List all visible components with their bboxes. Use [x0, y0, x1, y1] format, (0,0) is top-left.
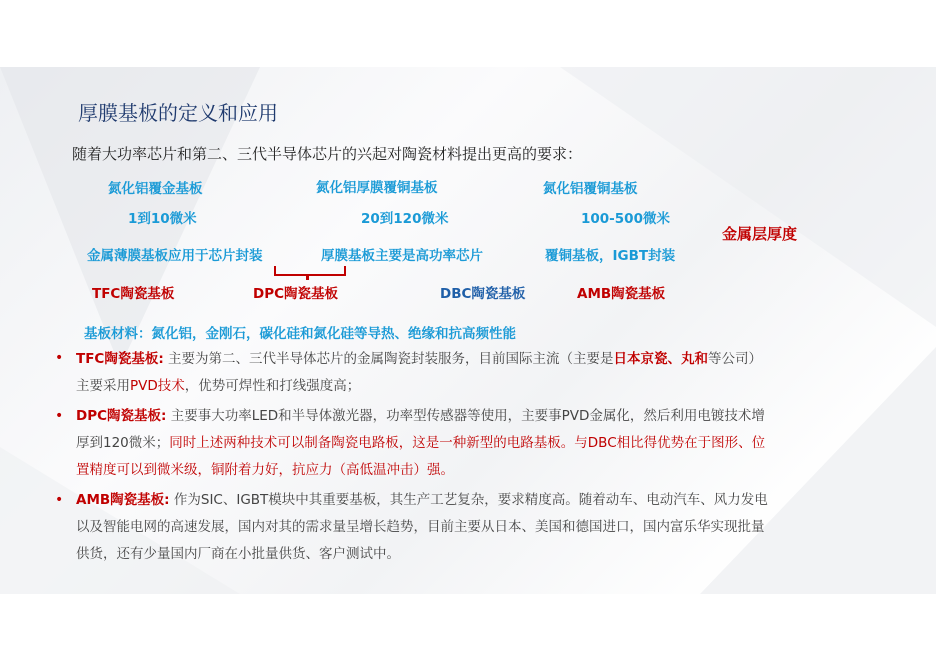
tfc-highlight: 日本京瓷、丸和	[613, 351, 709, 367]
dpc-line2a: 厚到120微米；	[76, 435, 170, 451]
tfc-key: TFC陶瓷基板:	[76, 351, 164, 367]
thickness-2: 20到120微米	[361, 211, 449, 227]
page-title: 厚膜基板的定义和应用	[78, 101, 278, 125]
dpc-key: DPC陶瓷基板:	[76, 408, 167, 424]
bullet-tfc: •	[55, 350, 64, 366]
substrate-name-2: 氮化铝厚膜覆铜基板	[316, 180, 438, 196]
tfc-line2b: PVD技术	[130, 378, 185, 394]
thickness-3: 100-500微米	[581, 211, 670, 227]
tfc-text1: 主要为第二、三代半导体芯片的金属陶瓷封装服务，目前国际主流（主要是	[163, 351, 614, 367]
amb-paragraph	[76, 487, 768, 568]
tfc-paragraph	[76, 346, 762, 400]
application-3: 覆铜基板，IGBT封装	[545, 248, 676, 264]
intro-text: 随着大功率芯片和第二、三代半导体芯片的兴起对陶瓷材料提出更高的要求：	[72, 145, 583, 163]
substrate-name-1: 氮化铝覆金基板	[108, 181, 203, 197]
bullet-dpc: •	[55, 408, 64, 424]
thickness-1: 1到10微米	[128, 211, 197, 227]
tfc-line2a: 主要采用	[76, 378, 130, 394]
amb-line2: 以及智能电网的高速发展，国内对其的需求量呈增长趋势，目前主要从日本、美国和德国进口，国内富乐华实现批量	[76, 519, 765, 535]
dpc-line2b: 同时上述两种技术可以制备陶瓷电路板，这是一种新型的电路基板。与DBC相比得优势在于图形、位	[169, 435, 766, 451]
type-tfc: TFC陶瓷基板	[92, 286, 175, 302]
dpc-text1: 主要事大功率LED和半导体激光器，功率型传感器等使用，主要事PVD金属化，然后利用电镀技术增	[166, 408, 765, 424]
tfc-text2: 等公司）	[708, 351, 763, 367]
amb-line3: 供货，还有少量国内厂商在小批量供货、客户测试中。	[76, 546, 400, 562]
application-2: 厚膜基板主要是高功率芯片	[321, 248, 483, 264]
application-1: 金属薄膜基板应用于芯片封装	[87, 248, 263, 264]
dpc-paragraph	[76, 403, 765, 484]
base-materials-text: 基板材料：氮化铝，金刚石，碳化硅和氮化硅等导热、绝缘和抗高频性能	[84, 326, 516, 342]
metal-thickness-label: 金属层厚度	[722, 225, 798, 243]
bracket-shape	[274, 266, 346, 276]
amb-text1: 作为SIC、IGBT模块中其重要基板，其生产工艺复杂，要求精度高。随着动车、电动汽车、风力发电	[169, 492, 768, 508]
slide	[0, 67, 936, 594]
tfc-line2c: ，优势可焊性和打线强度高；	[184, 378, 361, 394]
type-dbc: DBC陶瓷基板	[440, 286, 526, 302]
bullet-amb: •	[55, 492, 64, 508]
type-dpc: DPC陶瓷基板	[253, 286, 339, 302]
substrate-name-3: 氮化铝覆铜基板	[543, 181, 638, 197]
bracket-tick	[306, 275, 309, 280]
type-amb: AMB陶瓷基板	[577, 286, 666, 302]
dpc-line3: 置精度可以到微米级，铜附着力好，抗应力（高低温冲击）强。	[76, 462, 454, 478]
amb-key: AMB陶瓷基板:	[76, 492, 170, 508]
